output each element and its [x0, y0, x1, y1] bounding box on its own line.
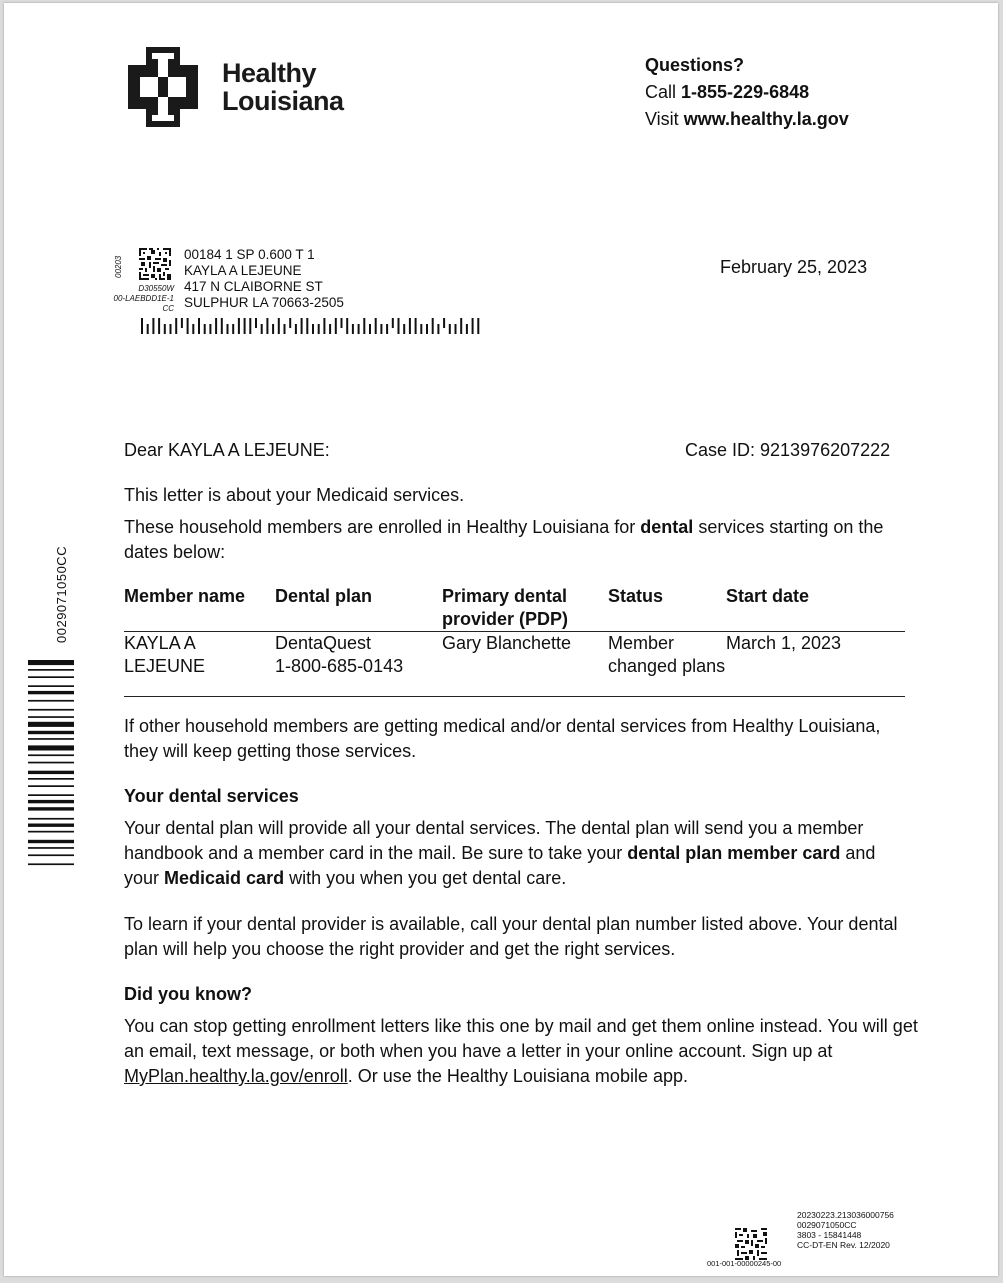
- call-prefix: Call: [645, 82, 682, 102]
- cell-provider: Gary Blanchette: [442, 632, 608, 697]
- healthy-louisiana-logo-icon: [128, 47, 198, 127]
- enroll-paragraph: [124, 515, 914, 565]
- intro-paragraph: This letter is about your Medicaid services.: [124, 485, 465, 505]
- dental-text-c: with you when you get dental care.: [284, 868, 567, 888]
- help-phone: 1-855-229-6848: [681, 82, 810, 102]
- letter-date: February 25, 2023: [720, 257, 868, 277]
- visit-prefix: Visit: [645, 109, 684, 129]
- address-sort-line: 00184 1 SP 0.600 T 1: [184, 247, 315, 262]
- dental-services-paragraph: [124, 816, 914, 891]
- footer-meta2: 0029071050CC: [797, 1220, 857, 1230]
- col-primary-provider: Primary dental provider (PDP): [442, 585, 608, 632]
- address-name: KAYLA A LEJEUNE: [184, 263, 302, 278]
- plan-phone: 1-800-685-0143: [275, 656, 404, 676]
- table-row: [124, 632, 905, 697]
- logo-line2: Louisiana: [222, 86, 344, 116]
- plan-name: DentaQuest: [275, 633, 372, 653]
- footer-meta4: CC-DT-EN Rev. 12/2020: [797, 1240, 890, 1250]
- footer-meta: [797, 1210, 894, 1250]
- members-table: [124, 585, 905, 697]
- greeting: Dear KAYLA A LEJEUNE:: [124, 440, 330, 460]
- col-start-date: Start date: [726, 585, 905, 632]
- dental-services-heading: Your dental services: [124, 786, 299, 806]
- footer-page-code: 001-001-00000245-00: [707, 1259, 782, 1268]
- did-you-know-paragraph: [124, 1014, 924, 1089]
- side-document-code: 0029071050CC: [54, 545, 69, 643]
- did-you-know-heading: Did you know?: [124, 984, 252, 1004]
- know-text-a: You can stop getting enrollment letters like this one by mail and get them online instead. You will get an email, text message, or both when you have a letter in your online account. Sign up at: [124, 1016, 918, 1061]
- mail-qr-code-icon: [139, 248, 171, 280]
- mail-code2: 00-LAEBDD1E-1: [113, 294, 174, 303]
- cell-start: March 1, 2023: [726, 632, 905, 697]
- help-website: www.healthy.la.gov: [683, 109, 849, 129]
- dental-bold-a: dental plan member card: [627, 843, 841, 863]
- recipient-address: [184, 247, 344, 311]
- provider-paragraph: To learn if your dental provider is available, call your dental plan number listed above. Your dental plan will help you choose the right provider and get the right services.: [124, 914, 898, 959]
- address-city: SULPHUR LA 70663-2505: [184, 295, 344, 310]
- mail-code3: CC: [162, 304, 174, 313]
- cell-member: KAYLA A LEJEUNE: [124, 632, 275, 697]
- mail-route-codes: [98, 284, 174, 314]
- address-street: 417 N CLAIBORNE ST: [184, 279, 323, 294]
- col-dental-plan: Dental plan: [275, 585, 442, 632]
- mail-code1: D30550W: [138, 284, 174, 293]
- enroll-text-b: services starting on the dates below:: [124, 517, 884, 562]
- questions-visit: [645, 106, 849, 133]
- questions-title: Questions?: [645, 55, 745, 75]
- postal-barcode-icon: [139, 318, 484, 336]
- enroll-text-a: These household members are enrolled in Healthy Louisiana for: [124, 517, 641, 537]
- col-status: Status: [608, 585, 726, 632]
- dental-text-a: Your dental plan will provide all your dental services. The dental plan will send you a member handbook and a member card in the mail. Be sure to take your: [124, 818, 864, 863]
- enroll-link[interactable]: MyPlan.healthy.la.gov/enroll: [124, 1066, 348, 1086]
- mail-rotated-code: 00203: [114, 255, 123, 278]
- questions-block: [645, 52, 849, 133]
- footer-qr-code-icon: [735, 1228, 767, 1260]
- cell-status: Member changed plans: [608, 632, 726, 697]
- dental-bold-b: Medicaid card: [164, 868, 285, 888]
- col-member-name: Member name: [124, 585, 275, 632]
- logo-wordmark: [222, 59, 344, 115]
- side-barcode-icon: [28, 660, 74, 945]
- table-header-row: [124, 585, 905, 632]
- footer-meta1: 20230223.213036000756: [797, 1210, 894, 1220]
- logo-line1: Healthy: [222, 58, 317, 88]
- footer-meta3: 3803 - 15841448: [797, 1230, 862, 1240]
- enroll-bold: dental: [640, 517, 694, 537]
- other-members-paragraph: If other household members are getting medical and/or dental services from Healthy Louisiana, they will keep getting those services.: [124, 716, 881, 761]
- dental-text-b: and your: [124, 843, 876, 888]
- know-text-b: . Or use the Healthy Louisiana mobile app.: [347, 1066, 688, 1086]
- cell-plan: [275, 632, 442, 697]
- questions-call: [645, 79, 849, 106]
- case-id: Case ID: 9213976207222: [685, 440, 891, 460]
- letter-page: [4, 3, 998, 1276]
